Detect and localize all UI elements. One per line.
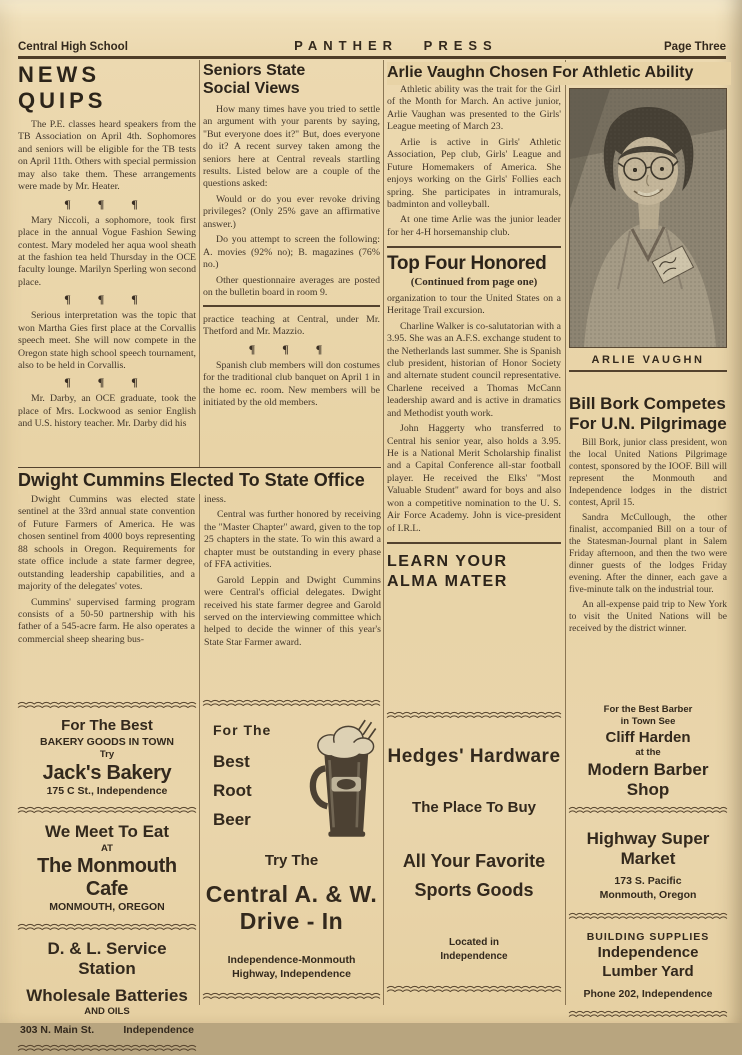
wavy-divider: [18, 1045, 196, 1053]
bork-headline: Bill Bork Competes For U.N. Pilgrimage: [569, 394, 727, 433]
wavy-divider: [18, 924, 196, 932]
ad-jacks-bakery: For The Best BAKERY GOODS IN TOWN Try Jack's Bakery 175 C St., Independence: [18, 712, 196, 805]
ad-address: Monmouth, Oregon: [599, 888, 697, 901]
arlie-vaughn-photo: [569, 88, 727, 348]
paper-title: PANTHER PRESS: [294, 38, 498, 53]
ad-address: 303 N. Main St. Independence: [20, 1024, 194, 1037]
article-paragraph: Other questionnaire averages are posted on the bulletin board in room 9.: [203, 274, 380, 298]
article-paragraph: The P.E. classes heard speakers from the TB Association on April 4th. Sophomores and seniors will be eligible for the TB tests on April 11th. Others with special permission may also take them. These arrangements were made by Mr. Heater.: [18, 119, 196, 193]
article-news-quips: [18, 60, 196, 434]
ad-address: MONMOUTH, OREGON: [49, 901, 165, 914]
arlie-headline: Arlie Vaughn Chosen For Athletic Ability: [387, 62, 731, 85]
article-paragraph: Cummins' supervised farming program consists of a 50-50 partnership with his father of a 545-acre farm. He also operates a commercial sheep shearing bus-: [18, 596, 195, 645]
article-bill-bork: [569, 388, 727, 639]
news-quips-headline: NEWS QUIPS: [18, 62, 107, 113]
ad-address: Highway, Independence: [232, 967, 351, 980]
masthead-rule: [18, 56, 726, 59]
ad-address: 175 C St., Independence: [46, 784, 168, 797]
ad-business-name: Modern Barber Shop: [587, 759, 709, 800]
wavy-divider: [569, 913, 727, 921]
article-dwight-cummins: [18, 494, 381, 652]
ad-dl-service-station: D. & L. Service Station Wholesale Batteries AND OILS 303 N. Main St. Independence: [20, 938, 194, 1037]
ad-business-name: Independence Lumber Yard: [597, 944, 699, 981]
article-paragraph: Do you attempt to screen the following: A. movies (92% no); B. magazines (76% no.): [203, 234, 380, 271]
article-paragraph: practice teaching at Central, under Mr. Thetford and Mr. Mazzio.: [203, 313, 380, 338]
ad-business-name: Hedges' Hardware: [387, 745, 561, 767]
article-paragraph: Garold Leppin and Dwight Cummins were Central's official delegates. Dwight received his state farmer degree and Garold served on the interviewing committee which helped to decide the winner of this year's State Star Farmer award.: [204, 574, 381, 648]
ad-highway-super-market: [569, 829, 727, 903]
ad-address: 173 S. Pacific: [614, 875, 682, 888]
article-paragraph: organization to tour the United States on a Heritage Trail excursion.: [387, 292, 561, 317]
ad-monmouth-cafe: We Meet To Eat AT The Monmouth Cafe MONMOUTH, OREGON: [18, 817, 196, 921]
ad-person-name: Cliff Harden: [605, 728, 691, 746]
top-four-headline: Top Four Honored: [387, 252, 547, 274]
article-paragraph: An all-expense paid trip to New York to visit the United Nations will be received by the district winner.: [569, 599, 727, 634]
ads-column-1: [18, 700, 196, 1055]
ad-business-name: Highway Super Market: [586, 828, 710, 868]
root-beer-mug-icon: [304, 718, 378, 842]
pilcrow-separator: ¶ ¶ ¶: [64, 292, 150, 307]
article-paragraph: Mr. Darby, an OCE graduate, took the place of Mrs. Lockwood as senior English and U.S. history teacher. Mr. Darby did his: [18, 393, 196, 430]
dwight-right-column: [204, 494, 381, 652]
wavy-divider: [569, 1011, 727, 1019]
article-seniors-state: [203, 60, 380, 413]
article-paragraph: Sandra McCullough, the other finalist, accompanied Bill on a tour of the Statesman-Journal plant in Salem Friday afternoon, and then the two were dinner guests of the lodges Friday evening. After the dinner, each gave a five-minute talk on the industrial tour.: [569, 512, 727, 595]
pilcrow-separator: ¶ ¶ ¶: [248, 341, 335, 356]
article-paragraph: iness.: [204, 494, 227, 505]
photo-block: [569, 88, 727, 376]
dwight-headline: Dwight Cummins Elected To State Office: [18, 468, 381, 494]
article-arlie-vaughn: [387, 84, 561, 596]
alma-mater-headline: LEARN YOUR ALMA MATER: [387, 552, 508, 590]
ad-independence-lumber-yard: BUILDING SUPPLIES Independence Lumber Yard Phone 202, Independence: [569, 931, 727, 1002]
article-paragraph: Central was further honored by receiving the "Master Chapter" award, given to the top 25 chapters in the state. To win this award a chapter must be outstanding in every phase of FFA activities.: [204, 509, 381, 571]
section-rule: [569, 370, 727, 372]
ad-modern-barber-shop: For the Best Barber in Town See Cliff Harden at the Modern Barber Shop: [569, 704, 727, 801]
ad-business-name: Jack's Bakery: [42, 761, 172, 784]
masthead: [18, 38, 726, 53]
school-name: Central High School: [18, 41, 128, 53]
article-paragraph: John Haggerty who transferred to Central his senior year, also holds a 3.95. He is a National Merit Scholarship finalist and a Capital Conference all-star football player. He received the Elks' "Most Valuable Student" award for boys and also won a competitive nomination to the U. S. Air Force Academy. John is vice-president of I.R.L.: [387, 423, 561, 534]
ads-column-3: [387, 710, 561, 996]
continued-note: (Continued from page one): [410, 275, 538, 288]
wavy-divider: [18, 702, 196, 710]
article-paragraph: Mary Niccoli, a sophomore, took first place in the annual Vogue Fashion Sewing contest. Mary modeled her aqua wool sheath at the fashion tea held Thursday in the OCE faculty lounge. Marilyn Sperling won second place.: [18, 214, 196, 288]
article-paragraph: Spanish club members will don costumes for the traditional club banquet on April 1 in the home ec. room. New members will be initiated by the old members.: [203, 359, 380, 409]
wavy-divider: [569, 807, 727, 815]
article-paragraph: How many times have you tried to settle an argument with your parents by saying, "But everyone does it?" But, does everyone do it? A recent survey taken among the seniors here at Central reveals startling results. Listed below are a couple of the questions asked:: [203, 103, 380, 190]
article-paragraph: Serious interpretation was the topic that won Martha Gies first place at the Corvallis speech meet. She will now compete in the Oregon state high school speech tournament, also to be held in Corvallis.: [18, 310, 196, 371]
article-paragraph: At one time Arlie was the junior leader for her 4-H horsemanship club.: [387, 214, 561, 238]
ad-business-name: The Monmouth Cafe: [37, 855, 177, 901]
column-divider: [383, 60, 384, 1005]
article-paragraph: Dwight Cummins was elected state sentinel at the 33rd annual state convention of Future Farmers of America. He was chosen sentinel from 4000 boys representing 88 schools in Oregon. Requirements for state office include a state farmer degree, outstanding leadership capabilities, and a majority of the delegates' votes.: [18, 494, 195, 593]
wavy-divider: [203, 700, 380, 708]
section-rule: [203, 305, 380, 307]
wavy-divider: [387, 712, 561, 720]
ad-business-name: Central A. & W.: [205, 880, 378, 907]
wavy-divider: [18, 807, 196, 815]
ad-phone: Phone 202, Independence: [583, 987, 713, 1000]
article-paragraph: Charline Walker is co-salutatorian with a 3.95. She was an A.F.S. exchange student to the Netherlands last summer. She is Spanish club president, historian of Honor Society and alternate student council representative. Charlene received a Thomas McCann leadership award and is active in dramatics and Methodist youth work.: [387, 320, 561, 419]
ads-column-4: [569, 704, 727, 1021]
ads-column-2: [203, 698, 380, 1003]
article-paragraph: Would or do you ever revoke driving privileges? (Only 25% gave an affirmative answer.): [203, 193, 380, 230]
ad-aw-drive-in: For The Best Root Beer Try The Central A. & W. Drive - In Independence-Monmouth Highway, Independence: [203, 710, 380, 981]
page-number: Page Three: [664, 41, 726, 53]
pilcrow-separator: ¶ ¶ ¶: [64, 375, 150, 390]
portrait-illustration: [570, 89, 726, 347]
wavy-divider: [387, 986, 561, 994]
ad-business-name: Drive - In: [239, 908, 344, 935]
article-paragraph: Athletic ability was the trait for the Girl of the Month for March. An active junior, Arlie Vaughan was presented to the Girls' League meeting of March 23.: [387, 84, 561, 133]
article-paragraph: Bill Bork, junior class president, won the local United Nations Pilgrimage contest, sponsored by the IOOF. Bill will represent the Monmouth and Independence lodges in the district contest, April 15.: [569, 438, 727, 508]
pilcrow-separator: ¶ ¶ ¶: [64, 196, 150, 211]
column-divider: [565, 60, 566, 1005]
wavy-divider: [203, 993, 380, 1001]
photo-caption: ARLIE VAUGHN: [591, 354, 705, 366]
ad-hedges-hardware: Hedges' Hardware The Place To Buy All Your Favorite Sports Goods Located in Independence: [387, 745, 561, 963]
article-paragraph: Arlie is active in Girls' Athletic Association, Pep club, Girls' League and Future Homemakers of America. She enjoys working on the Girls' Follies each spring. She participates in intramurals, badminton and volleyball.: [387, 136, 561, 210]
seniors-headline: Seniors State Social Views: [203, 62, 306, 97]
section-rule: [387, 542, 561, 544]
ad-address: Located in Independence: [440, 937, 508, 963]
section-rule: [387, 246, 561, 248]
ad-business-name: D. & L. Service Station: [47, 938, 167, 979]
ad-address: Independence-Monmouth: [227, 953, 356, 966]
dwight-left-column: [18, 494, 195, 652]
